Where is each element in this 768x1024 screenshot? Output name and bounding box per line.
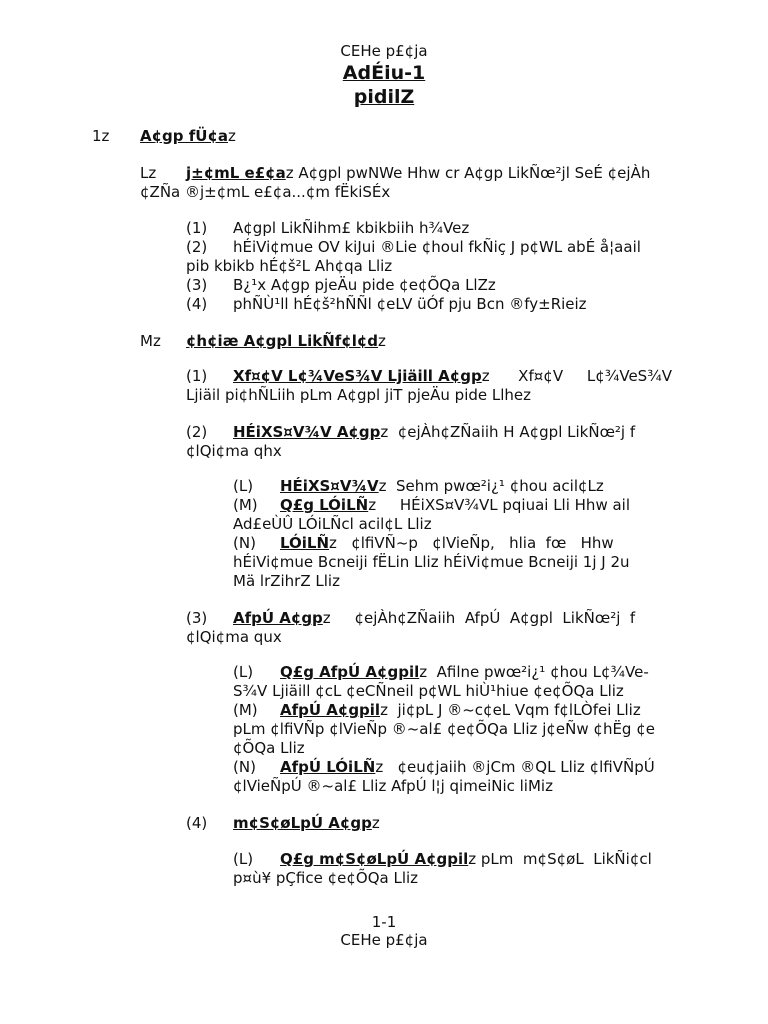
sub-item-heading: AfpÚ A¢gpil (280, 701, 381, 719)
sub-item-heading: LÓiLÑ (280, 534, 330, 552)
item-line: ¢lQi¢ma qux (186, 628, 282, 646)
heading-colon: z (228, 127, 236, 145)
item-number: (3) (186, 609, 208, 627)
running-footer: CEHe p£¢ja (340, 931, 428, 949)
paragraph-line: ¢ZÑa ®j±¢mL e£¢a...¢m fËkiSÉx (140, 183, 391, 201)
item-line: ¢lQi¢ma qhx (186, 442, 282, 460)
section-number: 1z (92, 127, 110, 145)
item-heading: AfpÚ A¢gp (233, 609, 323, 627)
item-number: (2) (186, 423, 208, 441)
sub-item-line (280, 663, 649, 682)
item-text: z Xf¤¢V L¢¾VeS¾V (481, 367, 672, 385)
sub-item-line (280, 701, 641, 720)
heading-colon: z (378, 332, 386, 350)
sub-item-line: p¤ù¥ pÇfice ¢e¢ÕQa Lliz (233, 869, 419, 887)
running-header: CEHe p£¢ja (340, 42, 428, 60)
sub-item-text: z ¢lfiVÑ~p ¢lVieÑp, hlia fœ Hhw (329, 534, 614, 552)
sub-item-line (280, 496, 630, 515)
sub-item-text: z Afilne pwœ²i¿¹ ¢hou L¢¾Ve- (419, 663, 649, 681)
item-heading: HÉiXS¤V¾V A¢gp (233, 423, 381, 441)
sub-item-line: S¾V Ljiäill ¢cL ¢eCÑneil p¢WL hiÙ¹hiue ¢e¢ÕQa Lliz (233, 682, 624, 700)
sub-item-number: (N) (233, 758, 256, 776)
sub-item-number: (L) (233, 663, 254, 681)
sub-item-line (280, 758, 655, 777)
sub-item-line: pLm ¢lfiVÑp ¢lVieÑp ®~al£ ¢e¢ÕQa Lliz j¢eÑw ¢hËg ¢e (233, 720, 655, 738)
item-line (233, 609, 635, 628)
item-heading: Xf¤¢V L¢¾VeS¾V Ljiäill A¢gp (233, 367, 482, 385)
item-line (233, 367, 723, 386)
sub-item-line (280, 850, 652, 869)
item-text: z (371, 814, 380, 832)
chapter-title: pidilZ (353, 86, 415, 108)
section-heading (140, 127, 236, 146)
section-heading-text: A¢gp fÜ¢a (140, 127, 229, 145)
sub-item-number: (N) (233, 534, 256, 552)
chapter-heading: AdÉiu-1 (342, 62, 426, 84)
item-number: (4) (186, 814, 208, 832)
sub-item-heading: Q£g AfpÚ A¢gpil (280, 663, 420, 681)
subsection-heading-text: ¢h¢iæ A¢gpl LikÑf¢l¢d (186, 332, 379, 350)
sub-item-heading: HÉiXS¤V¾V (280, 477, 379, 495)
subsection-heading (186, 332, 386, 351)
item-text: z ¢ejÀh¢ZÑaiih H A¢gpl LikÑœ²j f (380, 423, 636, 441)
list-item: B¿¹x A¢gp pjeÄu pide ¢e¢ÕQa LlZz (233, 276, 496, 294)
list-item: pib kbikb hÉ¢š²L Ah¢qa Lliz (186, 257, 393, 275)
sub-item-number: (L) (233, 477, 254, 495)
page-number: 1-1 (371, 913, 397, 931)
sub-item-line: Ad£eÙÛ LÓiLÑcl acil¢L Lliz (233, 515, 432, 533)
item-heading: m¢S¢øLpÚ A¢gp (233, 814, 372, 832)
list-item-number: (1) (186, 219, 208, 237)
term-heading: j±¢mL e£¢a (186, 164, 286, 182)
sub-item-line: ¢lVieÑpÚ ®~al£ Lliz AfpÚ l¦j qimeiNic liMiz (233, 777, 553, 795)
sub-item-line (280, 534, 614, 553)
sub-item-text: z pLm m¢S¢øL LikÑi¢cl (468, 850, 652, 868)
sub-item-heading: Q£g LÓiLÑ (280, 496, 369, 514)
sub-item-text: z Sehm pwœ²i¿¹ ¢hou acil¢Lz (378, 477, 604, 495)
item-text: z ¢ejÀh¢ZÑaiih AfpÚ A¢gpl LikÑœ²j f (322, 609, 636, 627)
list-item-number: (2) (186, 238, 208, 256)
subsection-number: Mz (140, 332, 161, 350)
list-item: phÑÙ¹ll hÉ¢š²hÑÑl ¢eLV üÓf pju Bcn ®fy±Rieiz (233, 295, 587, 313)
list-item-number: (3) (186, 276, 208, 294)
subsection-number: Lz (140, 164, 157, 182)
item-line (233, 814, 380, 833)
list-item: A¢gpl LikÑihm£ kbikbiih h¾Vez (233, 219, 470, 237)
paragraph-line (186, 164, 650, 183)
sub-item-line: hÉiVi¢mue Bcneiji fËLin Lliz hÉiVi¢mue Bcneiji 1j J 2u (233, 553, 630, 571)
sub-item-text: z ji¢pL J ®~c¢eL Vqm f¢lLÒfei Lliz (380, 701, 641, 719)
list-item: hÉiVi¢mue OV kiJui ®Lie ¢houl fkÑiç J p¢WL abÉ å¦aail (233, 238, 641, 256)
paragraph-text: z A¢gpl pwNWe Hhw cr A¢gp LikÑœ²jl SeÉ ¢ejÀh (285, 164, 651, 182)
sub-item-heading: Q£g m¢S¢øLpÚ A¢gpil (280, 850, 469, 868)
item-line (233, 423, 635, 442)
item-line: Ljiäil pi¢hÑLiih pLm A¢gpl jiT pjeÄu pide Llhez (186, 386, 532, 404)
sub-item-line (280, 477, 604, 496)
sub-item-line: Mä lrZihrZ Lliz (233, 572, 340, 590)
sub-item-line: ¢ÕQa Lliz (233, 739, 305, 757)
sub-item-number: (M) (233, 496, 258, 514)
sub-item-text: z ¢eu¢jaiih ®jCm ®QL Lliz ¢lfiVÑpÚ (375, 758, 655, 776)
item-number: (1) (186, 367, 208, 385)
list-item-number: (4) (186, 295, 208, 313)
sub-item-heading: AfpÚ LÓiLÑ (280, 758, 376, 776)
sub-item-number: (L) (233, 850, 254, 868)
sub-item-text: z HÉiXS¤V¾VL pqiuai Lli Hhw ail (368, 496, 631, 514)
sub-item-number: (M) (233, 701, 258, 719)
